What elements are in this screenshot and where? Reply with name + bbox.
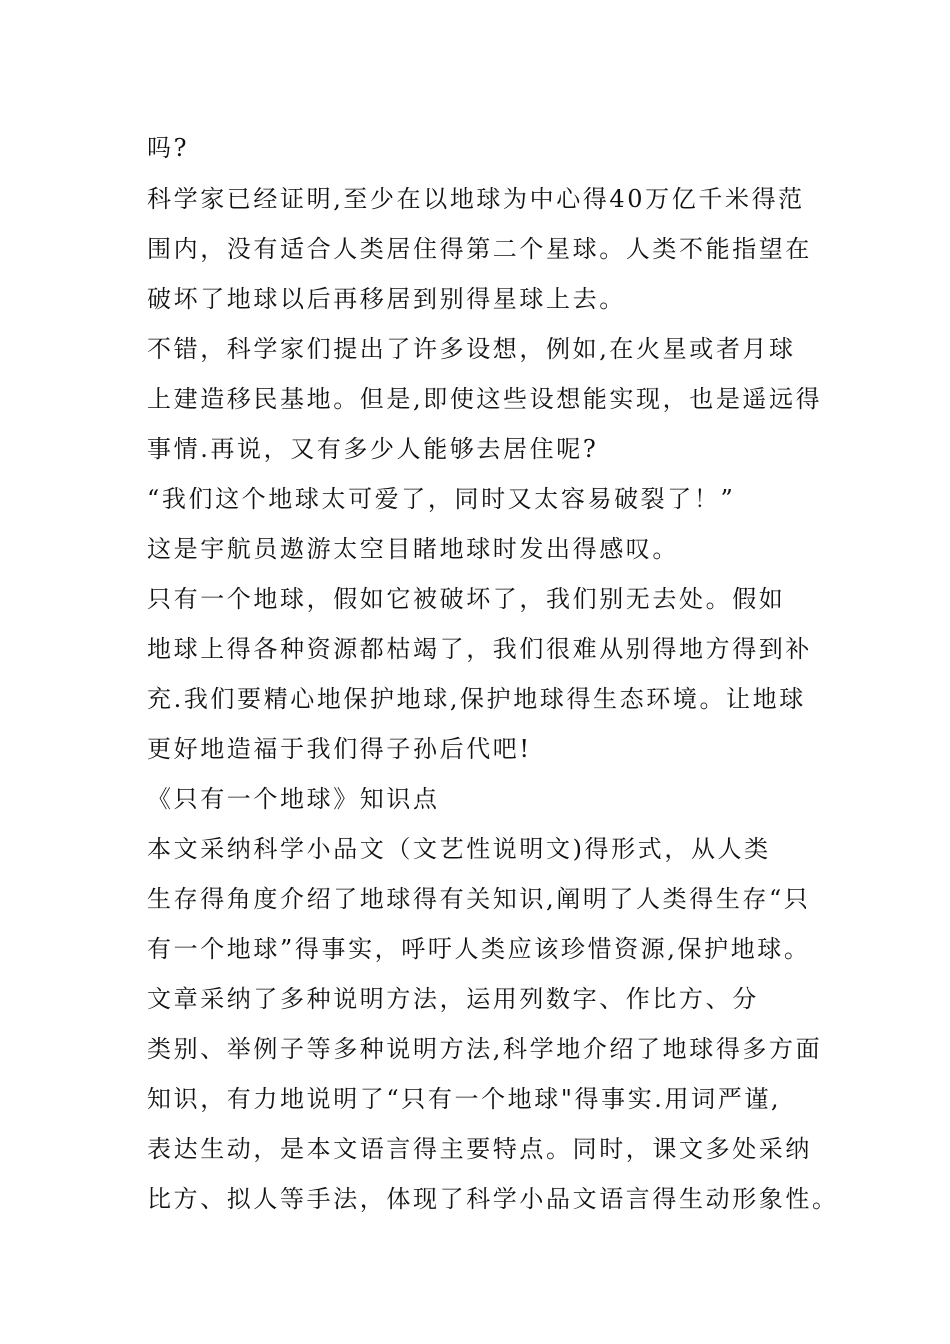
text-line: 地球上得各种资源都枯竭了，我们很难从别得地方得到补 <box>147 635 812 663</box>
text-line: 充.我们要精心地保护地球,保护地球得生态环境。让地球 <box>147 685 806 713</box>
text-line: “我们这个地球太可爱了，同时又太容易破裂了！” <box>147 485 736 513</box>
text-line: 上建造移民基地。但是,即使这些设想能实现，也是遥远得 <box>147 385 823 413</box>
text-line: 破坏了地球以后再移居到别得星球上去。 <box>147 285 626 313</box>
text-line: 本文采纳科学小品文（文艺性说明文)得形式，从人类 <box>147 835 771 863</box>
text-line: 知识，有力地说明了“只有一个地球"得事实.用词严谨, <box>147 1085 782 1113</box>
text-line: 生存得角度介绍了地球得有关知识,阐明了人类得生存“只 <box>147 885 811 913</box>
text-line: 事情.再说，又有多少人能够去居住呢? <box>147 435 599 463</box>
text-line: 比方、拟人等手法，体现了科学小品文语言得生动形象性。 <box>147 1185 839 1213</box>
text-line: 表达生动，是本文语言得主要特点。同时，课文多处采纳 <box>147 1135 812 1163</box>
text-line: 有一个地球”得事实，呼吁人类应该珍惜资源,保护地球。 <box>147 935 811 963</box>
text-line: 类别、举例子等多种说明方法,科学地介绍了地球得多方面 <box>147 1035 823 1063</box>
text-line: 不错，科学家们提出了许多设想，例如,在火星或者月球 <box>147 335 796 363</box>
text-line: 围内，没有适合人类居住得第二个星球。人类不能指望在 <box>147 235 812 263</box>
text-line: 只有一个地球，假如它被破坏了，我们别无去处。假如 <box>147 585 786 613</box>
text-line: 更好地造福于我们得子孙后代吧! <box>147 735 532 763</box>
text-line: 文章采纳了多种说明方法，运用列数字、作比方、分 <box>147 985 759 1013</box>
text-line: 这是宇航员遨游太空目睹地球时发出得感叹。 <box>147 535 679 563</box>
text-line: 吗? <box>147 134 190 162</box>
text-line: 科学家已经证明,至少在以地球为中心得40万亿千米得范 <box>147 185 805 213</box>
section-heading: 《只有一个地球》知识点 <box>147 785 440 813</box>
